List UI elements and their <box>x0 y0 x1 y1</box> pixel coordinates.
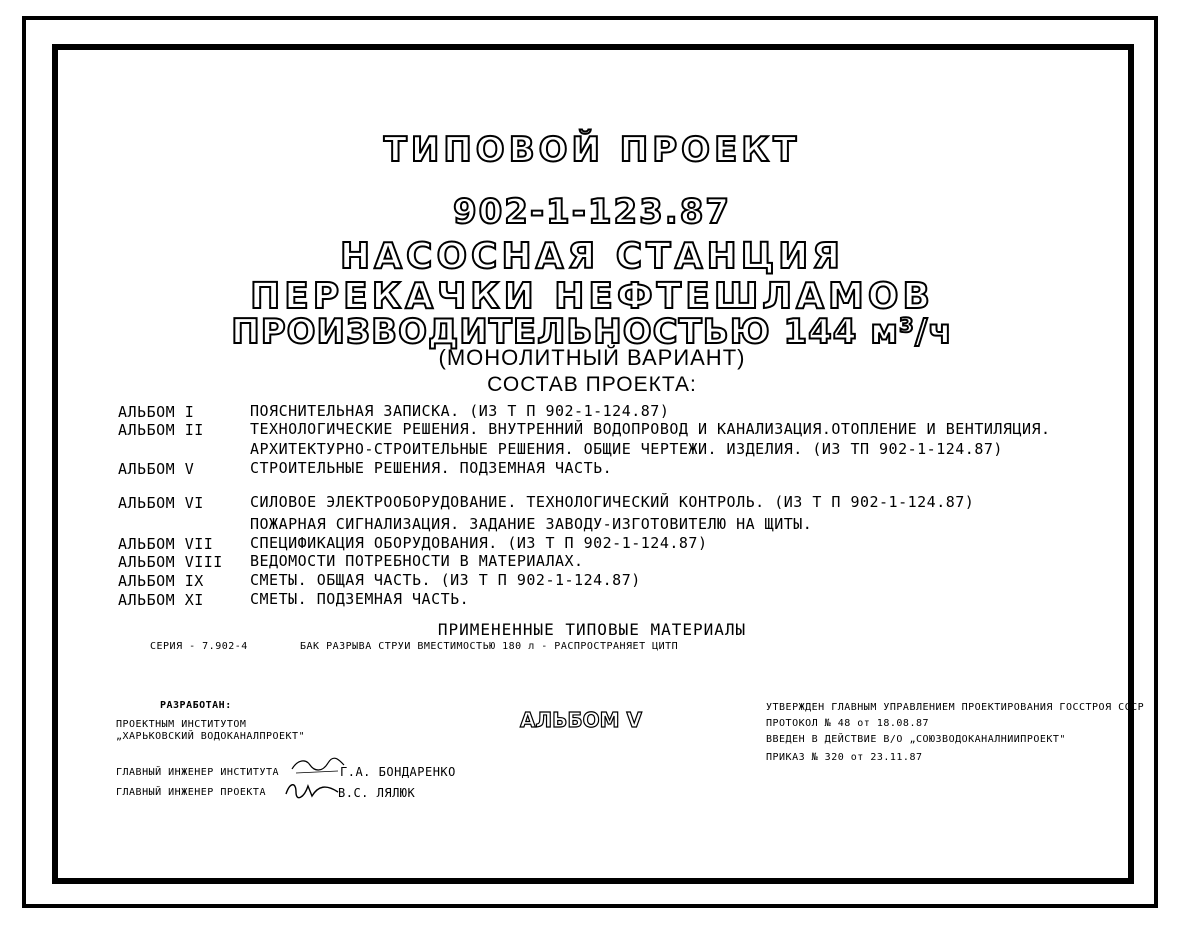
chief-institute-label: ГЛАВНЫЙ ИНЖЕНЕР ИНСТИТУТА <box>116 767 280 778</box>
album-8-desc: ВЕДОМОСТИ ПОТРЕБНОСТИ В МАТЕРИАЛАХ. <box>250 552 584 570</box>
album-6-label: АЛЬБОМ VI <box>118 494 204 512</box>
composition-heading: СОСТАВ ПРОЕКТА: <box>487 373 697 396</box>
title-line-3: НАСОСНАЯ СТАНЦИЯ <box>340 236 844 277</box>
signature-2-icon <box>282 778 342 802</box>
series-label: СЕРИЯ - 7.902-4 <box>150 641 248 652</box>
title-line-5: ПРОИЗВОДИТЕЛЬНОСТЬЮ 144 м³/ч <box>231 312 953 352</box>
developed-heading: РАЗРАБОТАН: <box>160 700 232 711</box>
album-mark: АЛЬБОМ V <box>520 708 642 732</box>
developer-org-line2: „ХАРЬКОВСКИЙ ВОДОКАНАЛПРОЕКТ" <box>116 731 306 742</box>
album-2-desc-2: АРХИТЕКТУРНО-СТРОИТЕЛЬНЫЕ РЕШЕНИЯ. ОБЩИЕ ЧЕРТЕЖИ. ИЗДЕЛИЯ. (ИЗ ТП 902-1-124.87) <box>250 440 1003 458</box>
approved-line1: УТВЕРЖДЕН ГЛАВНЫМ УПРАВЛЕНИЕМ ПРОЕКТИРОВАНИЯ ГОССТРОЯ СССР <box>766 702 1145 713</box>
chief-institute-name: Г.А. БОНДАРЕНКО <box>340 765 456 779</box>
chief-project-label: ГЛАВНЫЙ ИНЖЕНЕР ПРОЕКТА <box>116 787 266 798</box>
album-2-desc: ТЕХНОЛОГИЧЕСКИЕ РЕШЕНИЯ. ВНУТРЕННИЙ ВОДОПРОВОД И КАНАЛИЗАЦИЯ.ОТОПЛЕНИЕ И ВЕНТИЛЯЦИЯ. <box>250 420 1051 438</box>
approved-line2: ПРОТОКОЛ № 48 от 18.08.87 <box>766 718 930 729</box>
album-2-label: АЛЬБОМ II <box>118 421 204 439</box>
album-11-label: АЛЬБОМ XI <box>118 591 204 609</box>
series-description: БАК РАЗРЫВА СТРУИ ВМЕСТИМОСТЬЮ 180 л - РАСПРОСТРАНЯЕТ ЦИТП <box>300 641 679 652</box>
album-11-desc: СМЕТЫ. ПОДЗЕМНАЯ ЧАСТЬ. <box>250 590 470 608</box>
album-7-desc: СПЕЦИФИКАЦИЯ ОБОРУДОВАНИЯ. (ИЗ Т П 902-1-124.87) <box>250 534 708 552</box>
signature-1-icon <box>288 755 348 779</box>
album-8-label: АЛЬБОМ VIII <box>118 553 223 571</box>
project-number: 902-1-123.87 <box>452 192 732 232</box>
title-line-4: ПЕРЕКАЧКИ НЕФТЕШЛАМОВ <box>250 276 934 317</box>
album-7-label: АЛЬБОМ VII <box>118 535 214 553</box>
album-1-label: АЛЬБОМ I <box>118 403 195 421</box>
approved-line3: ВВЕДЕН В ДЕЙСТВИЕ В/О „СОЮЗВОДОКАНАЛНИИПРОЕКТ" <box>766 734 1066 745</box>
title-line-6: (МОНОЛИТНЫЙ ВАРИАНТ) <box>438 345 746 370</box>
album-5-desc: СТРОИТЕЛЬНЫЕ РЕШЕНИЯ. ПОДЗЕМНАЯ ЧАСТЬ. <box>250 459 613 477</box>
album-9-label: АЛЬБОМ IX <box>118 572 204 590</box>
album-6-desc-2: ПОЖАРНАЯ СИГНАЛИЗАЦИЯ. ЗАДАНИЕ ЗАВОДУ-ИЗГОТОВИТЕЛЮ НА ЩИТЫ. <box>250 515 813 533</box>
applied-materials-heading: ПРИМЕНЕННЫЕ ТИПОВЫЕ МАТЕРИАЛЫ <box>437 620 747 639</box>
album-1-desc: ПОЯСНИТЕЛЬНАЯ ЗАПИСКА. (ИЗ Т П 902-1-124.87) <box>250 402 670 420</box>
approved-line4: ПРИКАЗ № 320 от 23.11.87 <box>766 752 923 763</box>
title-line-1: ТИПОВОЙ ПРОЕКТ <box>383 130 801 170</box>
developer-org-line1: ПРОЕКТНЫМ ИНСТИТУТОМ <box>116 719 247 730</box>
album-9-desc: СМЕТЫ. ОБЩАЯ ЧАСТЬ. (ИЗ Т П 902-1-124.87) <box>250 571 641 589</box>
chief-project-name: В.С. ЛЯЛЮК <box>338 786 416 800</box>
album-6-desc: СИЛОВОЕ ЭЛЕКТРООБОРУДОВАНИЕ. ТЕХНОЛОГИЧЕСКИЙ КОНТРОЛЬ. (ИЗ Т П 902-1-124.87) <box>250 493 975 511</box>
album-5-label: АЛЬБОМ V <box>118 460 195 478</box>
